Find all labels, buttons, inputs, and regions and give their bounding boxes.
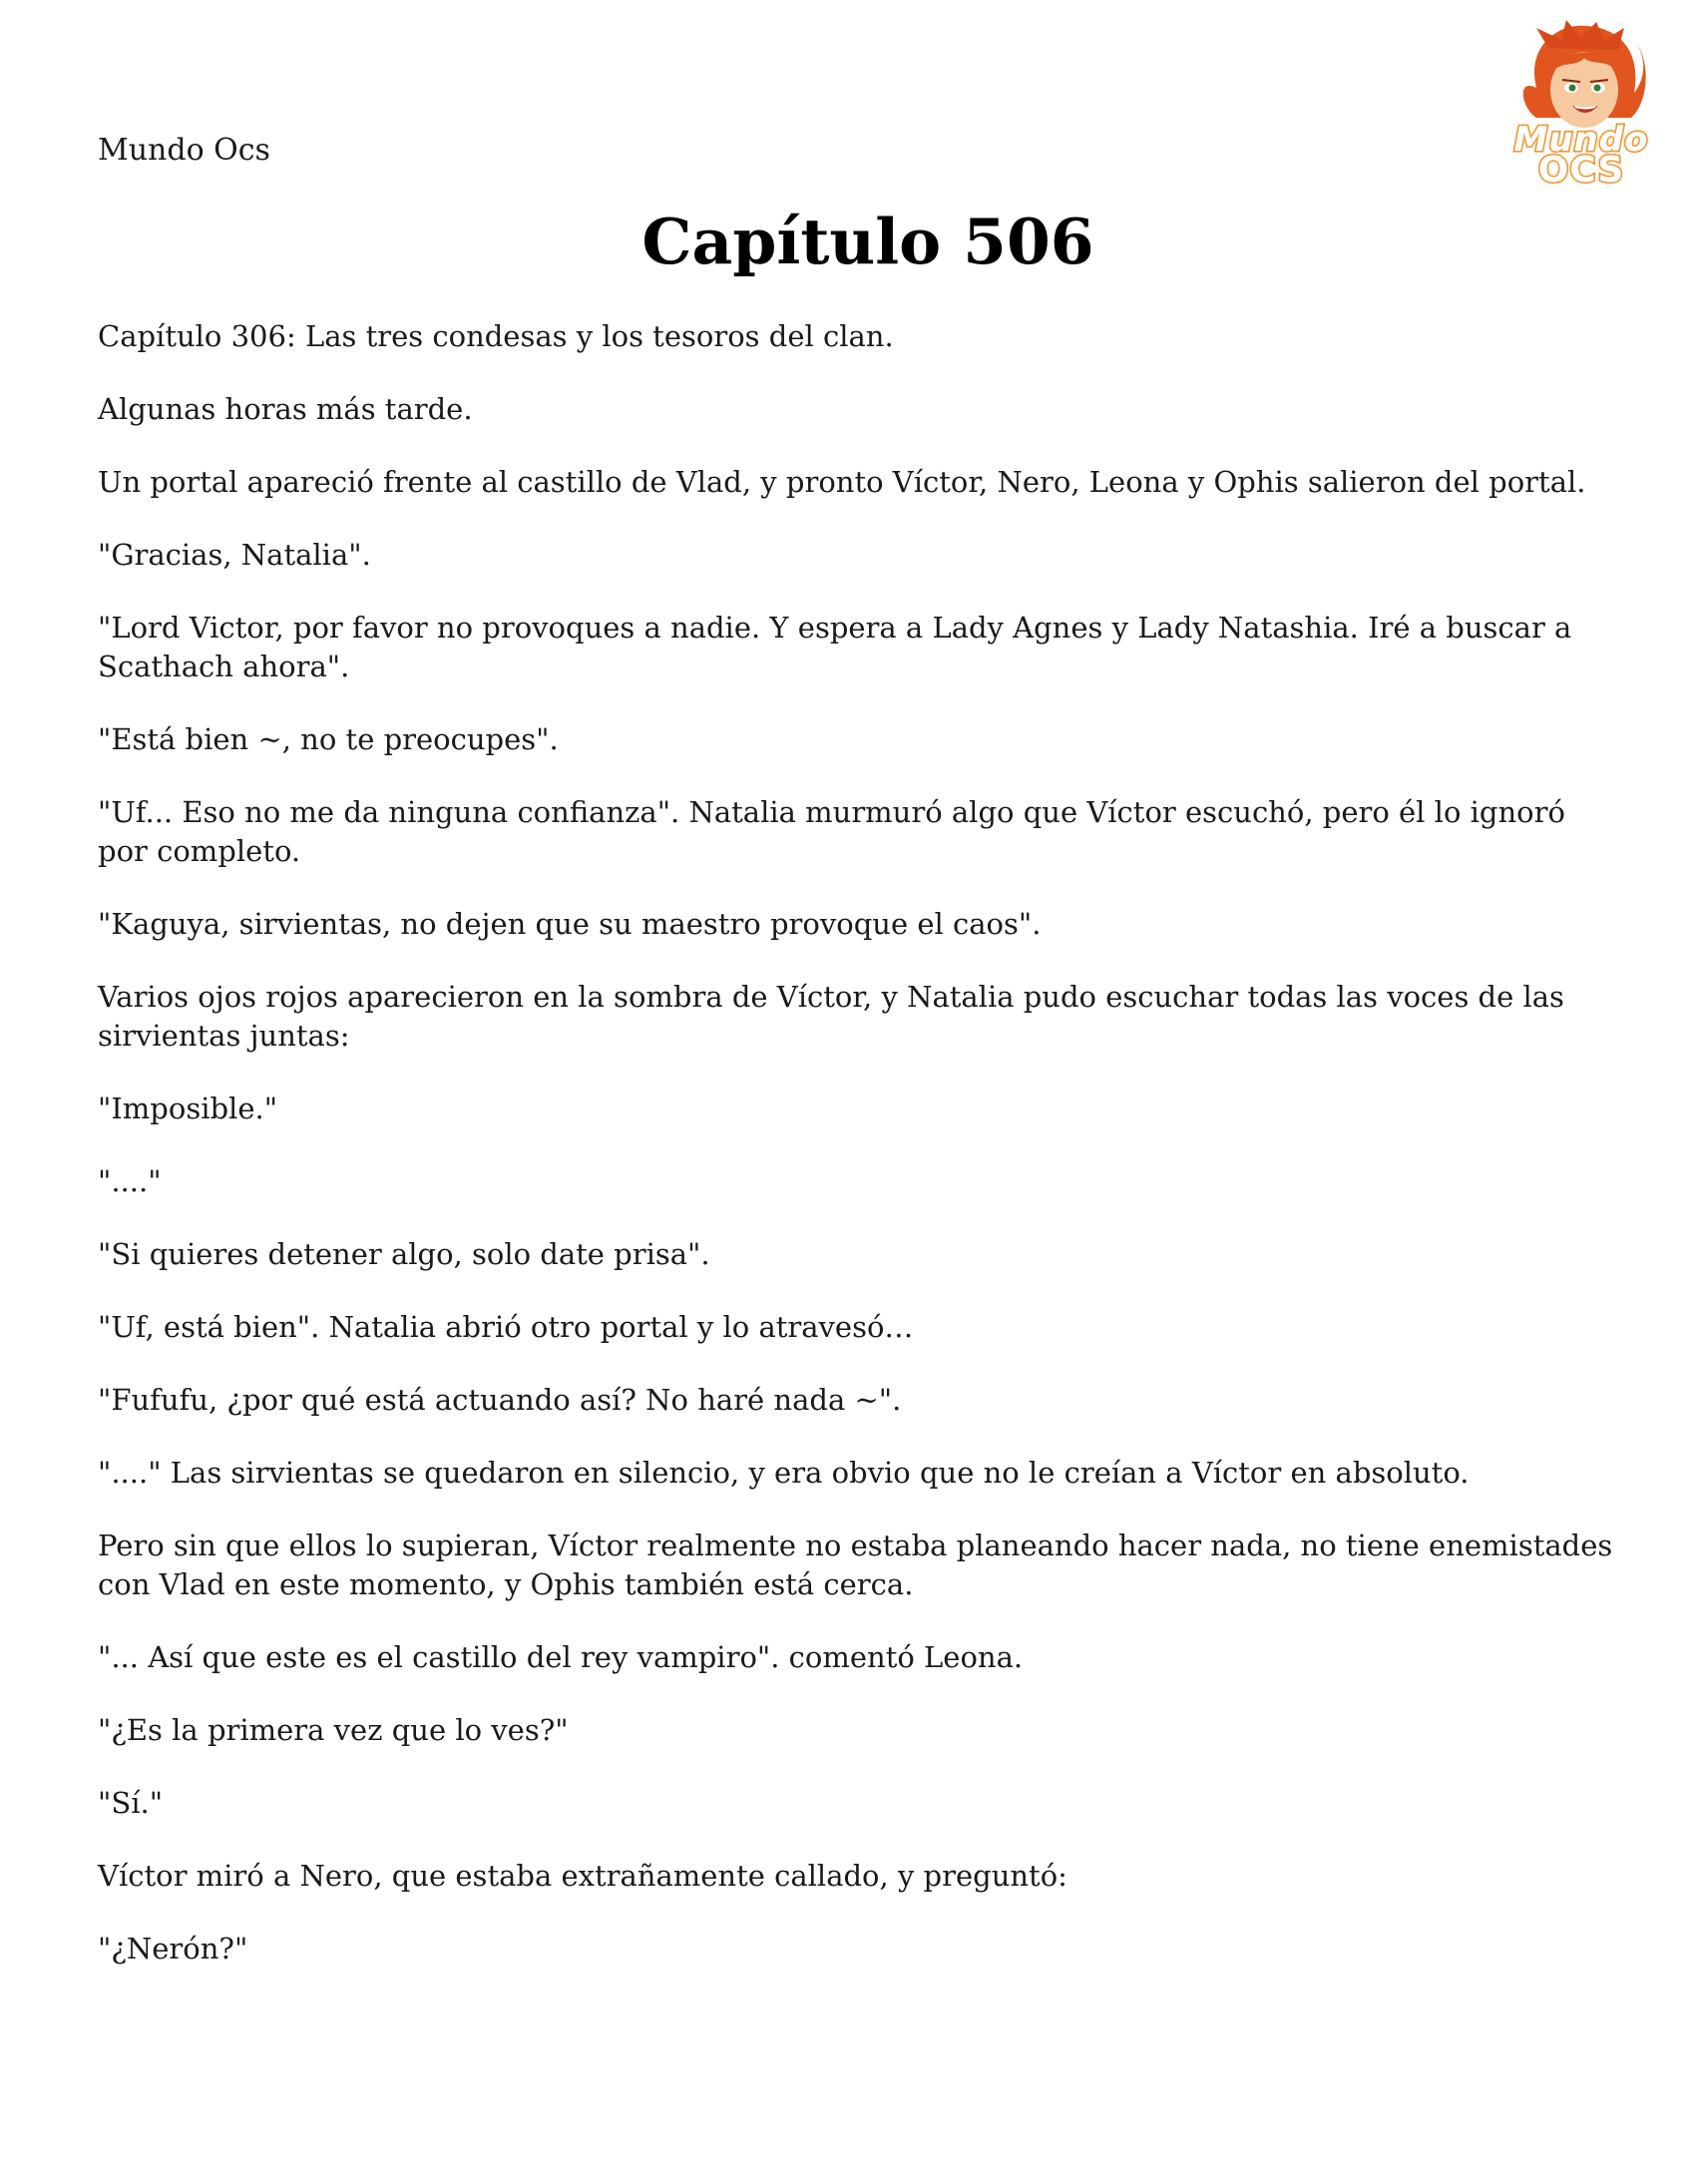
paragraph: "¿Es la primera vez que lo ves?" [98,1713,569,1747]
paragraph: Pero sin que ellos lo supieran, Víctor realmente no estaba planeando hacer nada, no tiene enemistades con Vlad en este momento, y Ophis también está cerca. [98,1529,1613,1601]
paragraph: "Si quieres detener algo, solo date prisa". [98,1237,710,1271]
logo-text-line1: Mundo [1513,120,1649,160]
paragraph: "Uf, está bien". Natalia abrió otro portal y lo atravesó… [98,1310,914,1344]
paragraph: "Gracias, Natalia". [98,538,371,572]
paragraph: "Uf... Eso no me da ninguna confianza". Natalia murmuró algo que Víctor escuchó, pero él lo ignoró por completo. [98,795,1565,868]
paragraph: "... Así que este es el castillo del rey vampiro". comentó Leona. [98,1640,1024,1674]
paragraph: "Fufufu, ¿por qué está actuando así? No haré nada ~". [98,1383,902,1417]
paragraph: Víctor miró a Nero, que estaba extrañamente callado, y preguntó: [98,1859,1067,1893]
paragraph: "...." Las sirvientas se quedaron en silencio, y era obvio que no le creían a Víctor en absoluto. [98,1456,1470,1490]
paragraph: "Sí." [98,1786,164,1820]
chapter-title: Capítulo 506 [641,205,1094,278]
chapter-body [98,317,1614,2002]
mundo-ocs-logo [1496,18,1666,191]
paragraph: Varios ojos rojos aparecieron en la sombra de Víctor, y Natalia pudo escuchar todas las voces de las sirvientas juntas: [98,980,1564,1053]
paragraph: Capítulo 306: Las tres condesas y los tesoros del clan. [98,319,894,353]
paragraph: "Está bien ~, no te preocupes". [98,722,559,756]
paragraph: "¿Nerón?" [98,1932,248,1966]
paragraph: "...." [98,1164,162,1198]
logo-text-line2: OCS [1537,150,1625,191]
paragraph: "Lord Victor, por favor no provoques a nadie. Y espera a Lady Agnes y Lady Natashia. Iré a buscar a Scathach ahora". [98,611,1572,683]
site-name: Mundo Ocs [98,133,270,168]
paragraph: "Kaguya, sirvientas, no dejen que su maestro provoque el caos". [98,907,1042,941]
paragraph: Un portal apareció frente al castillo de Vlad, y pronto Víctor, Nero, Leona y Ophis salieron del portal. [98,465,1586,499]
paragraph: Algunas horas más tarde. [98,392,473,426]
paragraph: "Imposible." [98,1092,278,1125]
